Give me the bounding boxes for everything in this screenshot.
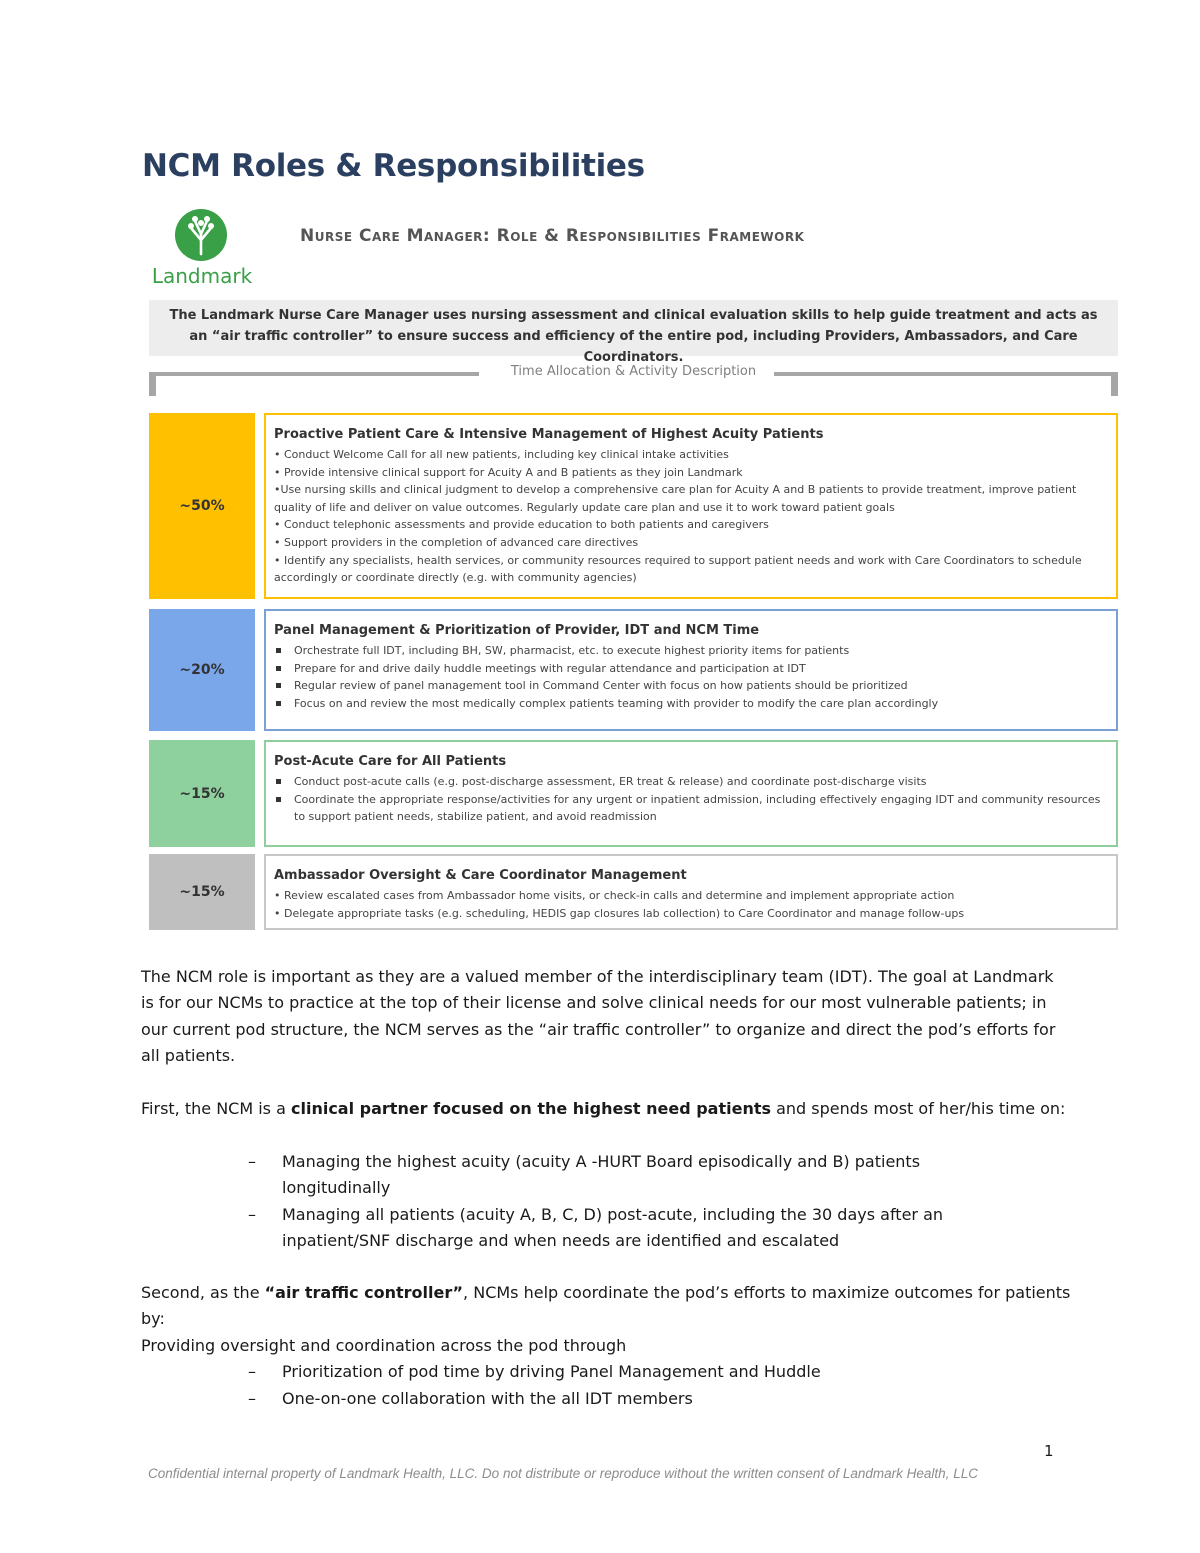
- confidential-footer: Confidential internal property of Landmark Health, LLC. Do not distribute or reproduce without the written consent of Landmark Health, LLC: [148, 1466, 978, 1481]
- list-item: Coordinate the appropriate response/activities for any urgent or inpatient admission, including effectively engaging IDT and community resources to support patient needs, stabilize patient, and avoid readmission: [274, 791, 1108, 826]
- allocation-50-percent: ~50%: [149, 413, 255, 599]
- paragraph-air-traffic-controller: Second, as the “air traffic controller”, NCMs help coordinate the pod’s efforts to maximize outcomes for patients by:: [141, 1283, 1071, 1329]
- paragraph-oversight: Providing oversight and coordination across the pod through: [141, 1336, 627, 1355]
- framework-row-post-acute: [264, 740, 1118, 847]
- paragraph-clinical-partner: First, the NCM is a clinical partner focused on the highest need patients and spends most of her/his time on:: [141, 1099, 1066, 1118]
- list-item: • Support providers in the completion of advanced care directives: [274, 535, 639, 549]
- landmark-logo: [146, 208, 258, 292]
- page-number: 1: [1044, 1442, 1054, 1460]
- paragraph-ncm-role: The NCM role is important as they are a valued member of the interdisciplinary team (IDT). The goal at Landmark is for our NCMs to practice at the top of their license and solve clinical needs for our most vulnerable patients; in our current pod structure, the NCM serves as the “air traffic controller” to organize and direct the pod’s efforts for all patients.: [141, 967, 1056, 1065]
- list-item: – Prioritization of pod time by driving Panel Management and Huddle: [248, 1362, 821, 1381]
- allocation-20-percent: ~20%: [149, 609, 255, 731]
- list-item: • Review escalated cases from Ambassador home visits, or check-in calls and determine and implement appropriate action: [274, 889, 955, 902]
- tree-logo-icon: [174, 208, 230, 262]
- row-title: Panel Management & Prioritization of Provider, IDT and NCM Time: [274, 623, 760, 638]
- framework-title: Nurse Care Manager: Role & Responsibilities Framework: [300, 226, 805, 246]
- list-item: – One-on-one collaboration with the all IDT members: [248, 1389, 693, 1408]
- bracket-label: Time Allocation & Activity Description: [510, 364, 757, 379]
- logo-text: Landmark: [151, 264, 253, 288]
- row-title: Proactive Patient Care & Intensive Management of Highest Acuity Patients: [274, 427, 824, 442]
- row-title: Ambassador Oversight & Care Coordinator Management: [274, 868, 687, 883]
- time-allocation-bracket: [149, 364, 1118, 398]
- list-item: Focus on and review the most medically complex patients teaming with provider to modify the care plan accordingly: [274, 695, 1108, 713]
- list-item: – Managing all patients (acuity A, B, C, D) post-acute, including the 30 days after an inpatient/SNF discharge and when needs are identified and escalated: [248, 1205, 944, 1251]
- framework-row-ambassador-oversight: [264, 854, 1118, 930]
- framework-row-panel-management: [264, 609, 1118, 731]
- list-item: • Conduct telephonic assessments and provide education to both patients and caregivers: [274, 518, 769, 532]
- list-item: Regular review of panel management tool in Command Center with focus on how patients should be prioritized: [274, 677, 1108, 695]
- row-title: Post-Acute Care for All Patients: [274, 754, 507, 769]
- framework-row-proactive-care: [264, 413, 1118, 599]
- list-item: • Conduct Welcome Call for all new patients, including key clinical intake activities: [274, 448, 729, 461]
- list-item: • Identify any specialists, health services, or community resources required to support patient needs and work with Care Coordinators to schedule accordingly or coordinate directly (e.g. with community agencies): [274, 553, 1082, 585]
- page-title: NCM Roles & Responsibilities: [142, 148, 645, 184]
- framework-intro: The Landmark Nurse Care Manager uses nursing assessment and clinical evaluation skills to help guide treatment and acts as an “air traffic controller” to ensure success and efficiency of the entire pod, including Providers, Ambassadors, and Care Coordinators.: [149, 300, 1118, 356]
- allocation-15-percent-ambassador: ~15%: [149, 854, 255, 930]
- list-item: Prepare for and drive daily huddle meetings with regular attendance and participation at IDT: [274, 660, 1108, 678]
- list-item: – Managing the highest acuity (acuity A -HURT Board episodically and B) patients longitudinally: [248, 1152, 921, 1198]
- list-item: • Provide intensive clinical support for Acuity A and B patients as they join Landmark: [274, 465, 743, 479]
- list-item: Orchestrate full IDT, including BH, SW, pharmacist, etc. to execute highest priority items for patients: [274, 642, 1108, 660]
- list-item: •Use nursing skills and clinical judgment to develop a comprehensive care plan for Acuity A and B patients to provide treatment, improve patient quality of life and deliver on value outcomes. Regularly update care plan and use it to work toward patient goals: [274, 483, 1077, 514]
- list-item: Conduct post-acute calls (e.g. post-discharge assessment, ER treat & release) and coordinate post-discharge visits: [274, 773, 1108, 791]
- list-item: • Delegate appropriate tasks (e.g. scheduling, HEDIS gap closures lab collection) to Care Coordinator and manage follow-ups: [274, 906, 965, 920]
- allocation-15-percent-post-acute: ~15%: [149, 740, 255, 847]
